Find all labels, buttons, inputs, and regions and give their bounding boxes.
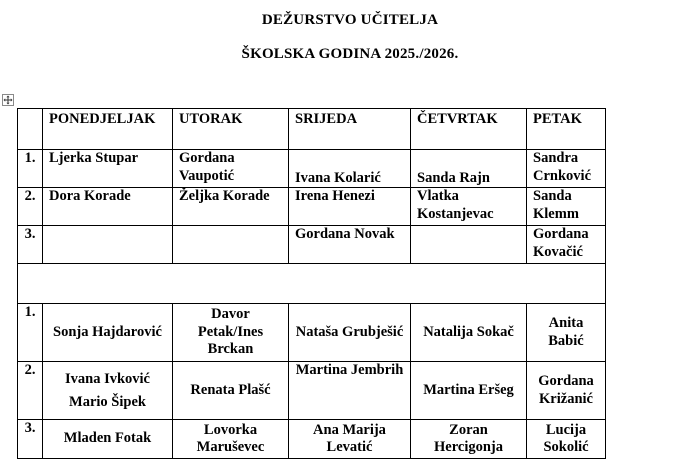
teacher-cell: Davor Petak/Ines Brckan [173, 304, 289, 362]
teacher-cell: Renata Plašć [173, 362, 289, 420]
teacher-cell: Ivana Kolarić [289, 150, 411, 188]
teacher-cell: Nataša Grubješić [289, 304, 411, 362]
teacher-cell: Sanda Rajn [411, 150, 527, 188]
header-corner-cell [18, 109, 43, 150]
table-move-icon[interactable] [2, 94, 14, 106]
teacher-cell: Vlatka Kostanjevac [411, 188, 527, 226]
teacher-cell: Irena Henezi [289, 188, 411, 226]
row-number: 1. [18, 304, 43, 362]
row-number: 2. [18, 362, 43, 420]
table-row [18, 188, 606, 226]
row-number: 1. [18, 150, 43, 188]
row-number: 3. [18, 420, 43, 459]
row-number: 2. [18, 188, 43, 226]
teacher-cell: Ljerka Stupar [43, 150, 173, 188]
teacher-cell: Martina Jembrih [289, 362, 411, 420]
teacher-cell: Lucija Sokolić [527, 420, 606, 459]
teacher-cell: Gordana Križanić [527, 362, 606, 420]
teacher-cell [43, 226, 173, 264]
teacher-cell: Željka Korade [173, 188, 289, 226]
table-row [18, 304, 606, 362]
teacher-cell: Gordana Novak [289, 226, 411, 264]
teacher-cell: Martina Eršeg [411, 362, 527, 420]
teacher-cell [173, 226, 289, 264]
header-row [18, 109, 606, 150]
header-day-cell: UTORAK [173, 109, 289, 150]
teacher-cell: Dora Korade [43, 188, 173, 226]
teacher-cell: Ana Marija Levatić [289, 420, 411, 459]
school-year-title: ŠKOLSKA GODINA 2025./2026. [241, 46, 459, 62]
teacher-cell: Mladen Fotak [43, 420, 173, 459]
table-row [18, 420, 606, 459]
teacher-cell: Zoran Hercigonja [411, 420, 527, 459]
teacher-cell: Ivana Ivković Mario Šipek [43, 362, 173, 420]
row-number: 3. [18, 226, 43, 264]
teacher-cell: Sandra Crnković [527, 150, 606, 188]
document-title: DEŽURSTVO UČITELJA [261, 12, 439, 28]
header-day-cell: SRIJEDA [289, 109, 411, 150]
table-row [18, 362, 606, 420]
header-day-cell: ČETVRTAK [411, 109, 527, 150]
teacher-cell: Sanda Klemm [527, 188, 606, 226]
teacher-cell: Natalija Sokač [411, 304, 527, 362]
teacher-cell: Sonja Hajdarović [43, 304, 173, 362]
table-row [18, 226, 606, 264]
header-day-cell: PETAK [527, 109, 606, 150]
spacer-row [18, 264, 606, 304]
teacher-cell: Anita Babić [527, 304, 606, 362]
teacher-cell: Gordana Vaupotić [173, 150, 289, 188]
header-day-cell: PONEDJELJAK [43, 109, 173, 150]
spacer-cell [18, 264, 606, 304]
teacher-cell: Gordana Kovačić [527, 226, 606, 264]
table-row [18, 150, 606, 188]
teacher-cell [411, 226, 527, 264]
duty-schedule-table [17, 108, 606, 459]
teacher-cell: Lovorka Maruševec [173, 420, 289, 459]
